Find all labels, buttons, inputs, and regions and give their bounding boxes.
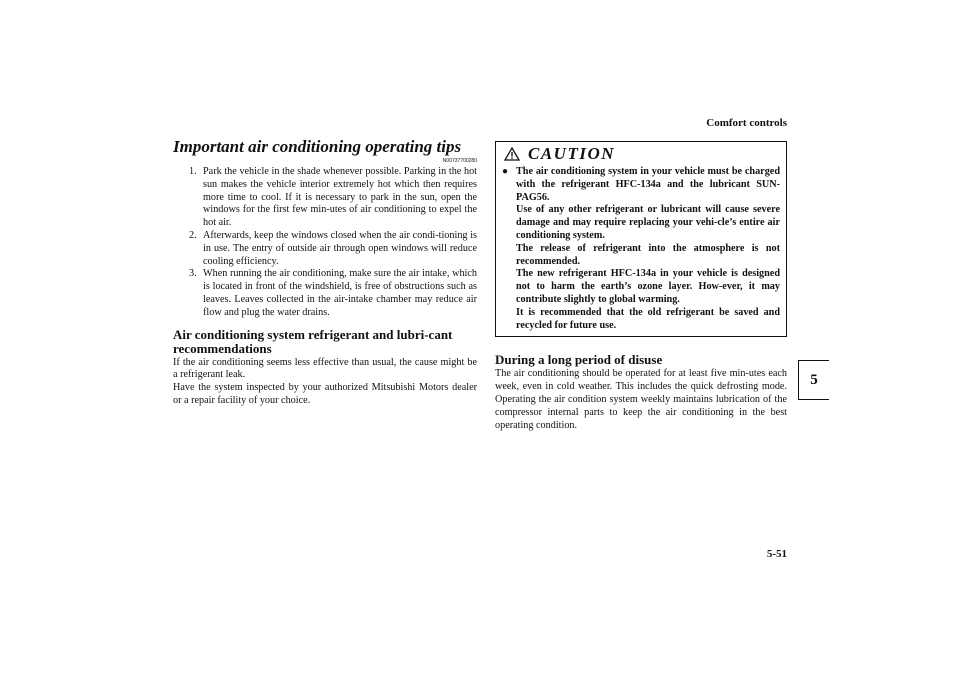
section-heading: Important air conditioning operating tips [173,137,462,156]
body-paragraph: Have the system inspected by your authorized Mitsubishi Motors dealer or a repair facility of your choice. [173,382,477,406]
body-paragraph: If the air conditioning seems less effective than usual, the cause might be a refrigerant leak. [173,356,477,381]
step-text: Afterwards, keep the windows closed when the air condi-tioning is in use. The entry of outside air through open windows will reduce cooling efficiency. [203,229,477,267]
caution-title: CAUTION [528,143,616,163]
caution-line: The release of refrigerant into the atmosphere is not recommended. [516,242,780,267]
list-item [173,268,477,319]
caution-line: It is recommended that the old refrigerant be saved and recycled for future use. [516,306,780,331]
step-number: 1. [189,166,197,177]
caution-line: The air conditioning system in your vehicle must be charged with the refrigerant HFC-134a and the lubricant SUN-PAG56. [516,166,780,203]
caution-line: The new refrigerant HFC-134a in your vehicle is designed not to harm the earth’s ozone layer. How-ever, it may contribute slightly to global warming. [516,268,780,305]
chapter-tab: 5 [798,360,829,400]
list-item [173,230,477,268]
disuse-subheading: During a long period of disuse [495,352,663,368]
list-item [173,166,477,230]
warning-triangle-icon [504,147,520,161]
right-column [495,141,787,432]
left-column [173,137,477,408]
running-header: Comfort controls [706,117,787,129]
caution-item [502,166,780,332]
body-paragraph: The air conditioning should be operated for at least five min-utes each week, even in cold weather. This includes the quick defrosting mode. Operating the air condition system weekly maintains lubrication of the compressor internal parts to keep the air conditioning in the best operating condition. [495,368,787,431]
step-number: 2. [189,229,197,241]
step-text: Park the vehicle in the shade whenever possible. Parking in the hot sun makes the vehicle interior extremely hot which then requires more time to cool. If it is necessary to park in the sun, open the windows for the first few min-utes of air conditioning to expel the hot air. [203,166,477,229]
caution-header [502,142,780,166]
refrigerant-subheading: Air conditioning system refrigerant and lubri-cant recommendations [173,326,453,356]
reference-code: N00737700280 [442,158,477,164]
bullet-icon: ● [502,166,509,177]
step-text: When running the air conditioning, make sure the air intake, which is located in front of the windshield, is free of obstructions such as leaves. Leaves collected in the air-intake chamber may reduce air flow and plug the water drains. [203,268,477,318]
tips-list [173,166,477,320]
caution-line: Use of any other refrigerant or lubricant will cause severe damage and may require replacing your vehi-cle’s entire air conditioning system. [516,204,780,241]
caution-box [495,141,787,337]
step-number: 3. [189,268,197,280]
page-number: 5-51 [766,548,787,560]
